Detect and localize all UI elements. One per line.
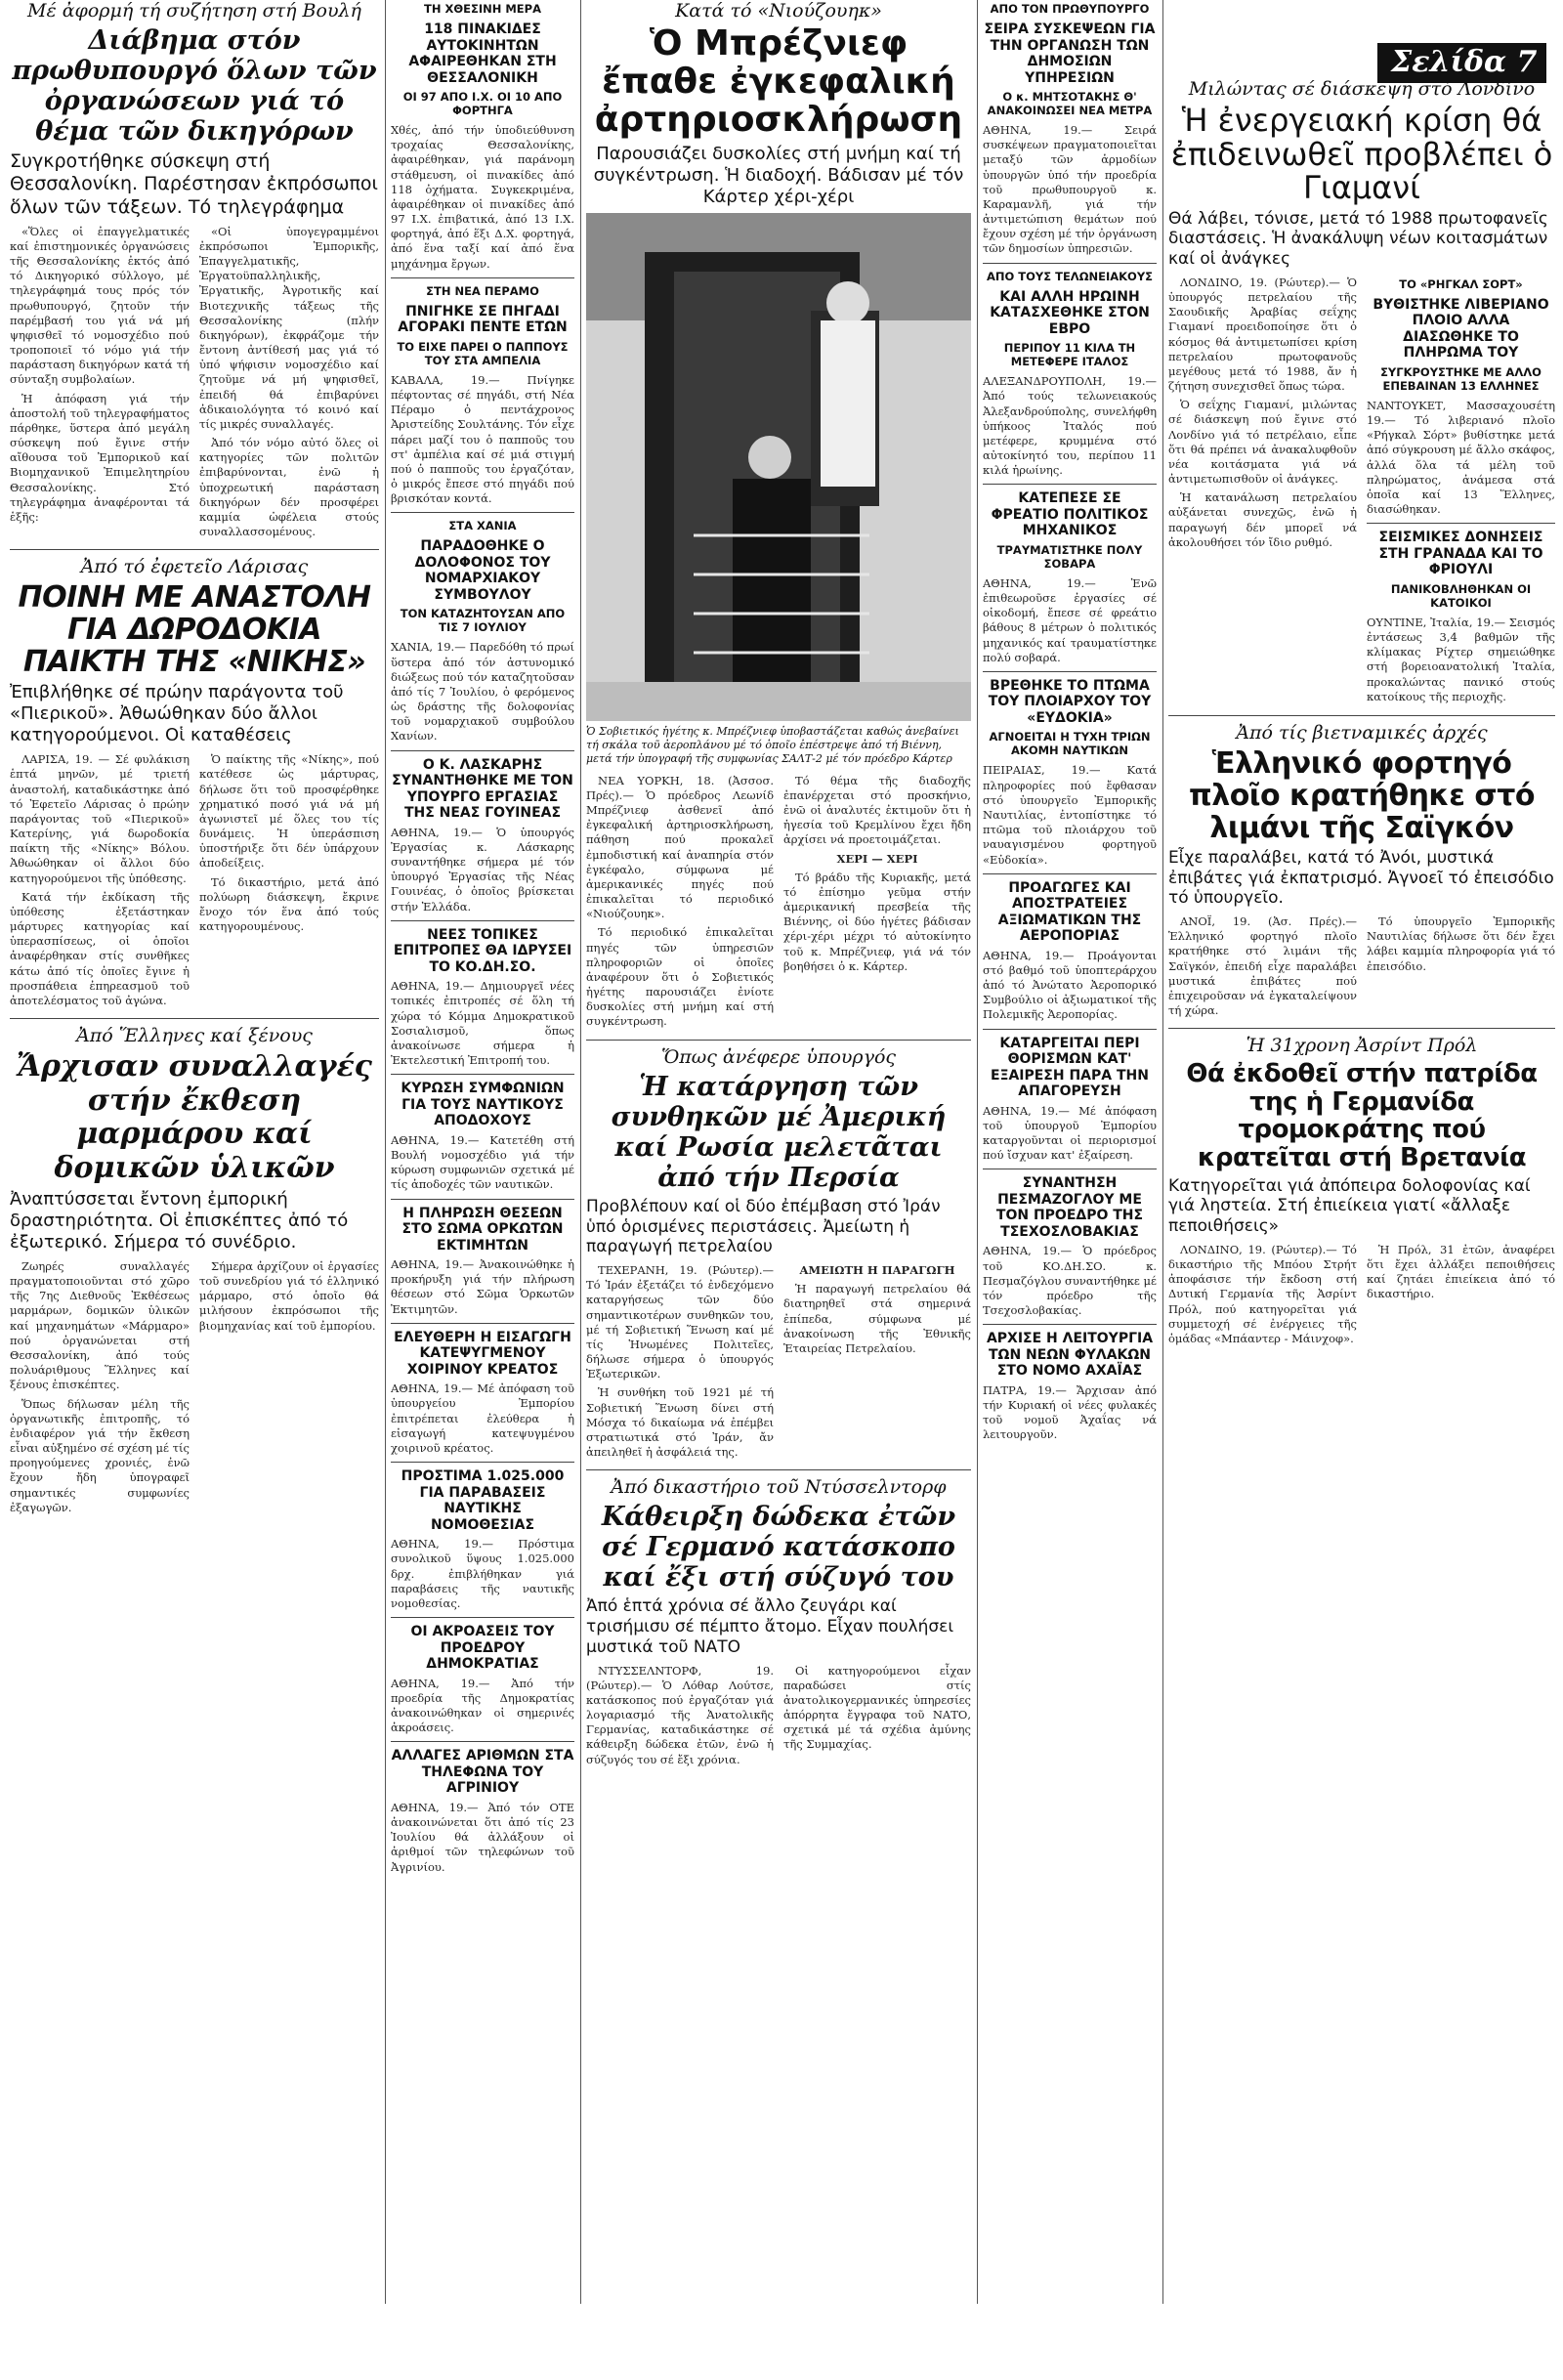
brief-body: ΑΘΗΝΑ, 19.— Μέ ἀπόφαση τοῦ ὑπουργείου Ἐμπορίου ἐπιτρέπεται ἐλεύθερα ἡ εἰσαγωγή κατεψυγμένου χοιρινοῦ κρέατος. (391, 1381, 574, 1455)
brief-body: ΝΑΝΤΟΥΚΕΤ, Μασσαχουσέτη 19.— Τό λιβεριανό πλοῖο «Ρήγκαλ Σόρτ» βυθίστηκε μετά ἀπό σύγκρουση μέ ἄλλο σκάφος, ἀλλά ὅλα τά μέλη τοῦ πληρώματος, ἀνάμεσα στά ὁποῖα καί 13 Ἕλληνες, διασώθηκαν. (1367, 398, 1555, 517)
brief-headline: ΒΥΘΙΣΤΗΚΕ ΛΙΒΕΡΙΑΝΟ ΠΛΟΙΟ ΑΛΛΑ ΔΙΑΣΩΘΗΚΕ ΤΟ ΠΛΗΡΩΜΑ ΤΟΥ (1373, 296, 1549, 361)
news-photo (586, 213, 971, 721)
divider (1367, 523, 1555, 524)
brief-kicker: ΑΠΟ ΤΟΝ ΠΡΩΘΥΠΟΥΡΓΟ (990, 2, 1150, 16)
paragraph: Κατά τήν ἐκδίκαση τῆς ὑπόθεσης ἐξετάστηκαν μάρτυρες κατηγορίας καί ὑπερασπίσεως, οἱ ὁποῖοι ἀναφέρθηκαν στίς συνθῆκες κάτω ἀπό τίς ὁποῖες ἔγινε ἡ προσπάθεια ἐπηρεασμοῦ τοῦ ἀποτελέσματος τοῦ ἀγώνα. (10, 889, 190, 1007)
paragraph: Τό περιοδικό ἐπικαλεῖται πηγές τῶν ὑπηρεσιῶν πληροφοριῶν οἱ ὁποῖες ἀναφέρουν ὅτι ὁ Σοβιετικός ἡγέτης παρουσιάζει ἐνίοτε δυσκολίες στή μνήμη καί στή συγκέντρωση. (586, 925, 774, 1029)
article-body (1168, 914, 1555, 1022)
brief-headline: ΕΛΕΥΘΕΡΗ Η ΕΙΣΑΓΩΓΗ ΚΑΤΕΨΥΓΜΕΝΟΥ ΧΟΙΡΙΝΟΥ ΚΡΕΑΤΟΣ (394, 1329, 571, 1378)
headline: Ἑλληνικό φορτηγό πλοῖο κρατήθηκε στό λιμάνι τῆς Σαϊγκόν (1188, 745, 1535, 845)
brief-body: ΑΘΗΝΑ, 19.— Ἀπό τόν ΟΤΕ ἀνακοινώνεται ὅτι ἀπό τίς 23 Ἰουλίου θά ἀλλάξουν οἱ ἀριθμοί τῶν τηλεφώνων τοῦ Ἀγρινίου. (391, 1800, 574, 1874)
brief-headline: ΣΥΝΑΝΤΗΣΗ ΠΕΣΜΑΖΟΓΛΟΥ ΜΕ ΤΟΝ ΠΡΟΕΔΡΟ ΤΗΣ ΤΣΕΧΟΣΛΟΒΑΚΙΑΣ (995, 1175, 1144, 1240)
brief-subhead: Ο κ. ΜΗΤΣΟΤΑΚΗΣ Θ' ΑΝΑΚΟΙΝΩΣΕΙ ΝΕΑ ΜΕΤΡΑ (987, 90, 1153, 118)
brief-headline: ΠΝΙΓΗΚΕ ΣΕ ΠΗΓΑΔΙ ΑΓΟΡΑΚΙ ΠΕΝΤΕ ΕΤΩΝ (398, 303, 568, 336)
paragraph: Οἱ κατηγορούμενοι εἶχαν παραδώσει στίς ἀνατολικογερμανικές ὑπηρεσίες ἀπόρρητα ἔγγραφα τοῦ ΝΑΤΟ, σχετικά μέ τά σχέδια ἀμύνης τῆς Συμμαχίας. (783, 1663, 971, 1752)
divider (391, 1462, 574, 1463)
brief-body: ΑΛΕΞΑΝΔΡΟΥΠΟΛΗ, 19.— Ἀπό τούς τελωνειακούς Ἀλεξανδρούπολης, συνελήφθη ὑπήκοος Ἰταλός πού μετέφερε, κρυμμένα στό αὐτοκίνητό του, περίπου 11 κιλά ἡρωίνης. (983, 374, 1157, 478)
brief-body: ΧΑΝΙΑ, 19.— Παρεδόθη τό πρωί ὕστερα ἀπό τόν ἀστυνομικό διώξεως πού τόν καταζητοῦσαν ἀπό τίς 7 Ἰουλίου, ὁ φερόμενος ὡς δράστης τῆς δολοφονίας τοῦ νομαρχιακοῦ συμβούλου Χανίων. (391, 640, 574, 744)
brief-body: ΠΑΤΡΑ, 19.— Ἄρχισαν ἀπό τήν Κυριακή οἱ νέες φυλακές τοῦ νομοῦ Ἀχαΐας νά λειτουργοῦν. (983, 1382, 1157, 1442)
brief-kicker: ΣΤΗ ΝΕΑ ΠΕΡΑΜΟ (426, 283, 539, 298)
brief-body: ΟΥΝΤΙΝΕ, Ἰταλία, 19.— Σεισμός ἐντάσεως 3,4 βαθμῶν τῆς κλίμακας Ρίχτερ σημειώθηκε στή βορειοανατολική Ἰταλία, προκαλώντας πανικό στούς κατοίκους τῆς περιοχῆς. (1367, 615, 1555, 703)
headline: Ὁ Μπρέζνιεφ ἔπαθε ἐγκεφαλική ἀρτηριοσκλήρωση (594, 23, 963, 140)
brief-kicker: ΤΟ «ΡΗΓΚΑΛ ΣΟΡΤ» (1399, 276, 1523, 291)
paragraph: ΑΝΟΪ, 19. (Ἀσ. Πρές).— Ἑλληνικό φορτηγό πλοῖο κρατήθηκε στό λιμάνι τῆς Σαϊγκόν, ἐπειδή εἶχε παραλάβει μυστικά ἐπιβάτες πού ἐπιχειροῦσαν νά ἐγκαταλείψουν τή χώρα. (1168, 914, 1357, 1018)
paragraph: Ζωηρές συναλλαγές πραγματοποιοῦνται στό χῶρο τῆς 7ης Διεθνοῦς Ἐκθέσεως μαρμάρων, δομικῶν ὑλικῶν καί μηχανημάτων «Μάρμαρο» πού ὀργανώνεται στή Θεσσαλονίκη, ἀπό τούς πολυάριθμους Ἕλληνες καί ξένους ἐπισκέπτες. (10, 1258, 190, 1392)
paragraph: «Ὅλες οἱ ἐπαγγελματικές καί ἐπιστημονικές ὀργανώσεις τῆς Θεσσαλονίκης ἐκτός ἀπό τό Δικηγορικό σύλλογο, μέ τηλεγράφημά τους πρός τόν πρωθυπουργό, ζητοῦν τήν παρέμβασή του γιά νά μή ψηφισθεῖ τό νομοσχέδιο πού τροποποιεῖ τό νόμο γιά τήν παράσταση δικηγόρων κατά τή σύνταξη συμβολαίων. (10, 224, 190, 387)
headline: Διάβημα στόν πρωθυπουργό ὅλων τῶν ὀργανώσεων γιά τό θέμα τῶν δικηγόρων (12, 25, 377, 148)
column-center (586, 0, 971, 2304)
paragraph: Τό βράδυ τῆς Κυριακῆς, μετά τό ἐπίσημο γεῦμα στήν ἀμερικανική πρεσβεία τῆς Βιέννης, οἱ δύο ἡγέτες βάδισαν χέρι-χέρι μέχρι τό αὐτοκίνητο τοῦ κ. Μπρέζνιεφ, γιά νά τόν βοηθήσει ὁ κ. Κάρτερ. (783, 870, 971, 973)
deck: Ἀπό ἑπτά χρόνια σέ ἄλλο ζευγάρι καί τρισήμισυ σέ πέμπτο ἄτομο. Εἶχαν πουλήσει μυστικά τοῦ ΝΑΤΟ (586, 1596, 954, 1657)
deck: Ἀναπτύσσεται ἔντονη ἐμπορική δραστηριότητα. Οἱ ἐπισκέπτες ἀπό τό ἐξωτερικό. Σήμερα τό συνέδριο. (10, 1189, 349, 1253)
headline: Ἄρχισαν συναλλαγές στήν ἔκθεση μαρμάρου καί δομικῶν ὑλικῶν (17, 1049, 372, 1185)
brief-kicker: ΤΗ ΧΘΕΣΙΝΗ ΜΕΡΑ (424, 2, 541, 16)
deck: Ἐπιβλήθηκε σέ πρώην παράγοντα τοῦ «Πιερικοῦ». Ἀθωώθηκαν δύο ἄλλοι κατηγορούμενοι. Οἱ καταθέσεις (10, 682, 344, 746)
paragraph: Τό θέμα τῆς διαδοχῆς ἐπανέρχεται στό προσκήνιο, ἐνῶ οἱ ἀναλυτές ἐκτιμοῦν ὅτι ἡ ἡγεσία τοῦ Κρεμλίνου ἔχει ἤδη ἀρχίσει νά προετοιμάζεται. (783, 773, 971, 847)
paragraph: Τό ὑπουργεῖο Ἐμπορικῆς Ναυτιλίας δήλωσε ὅτι δέν ἔχει λάβει καμμία πληροφορία γιά τό ἐπεισόδιο. (1367, 914, 1555, 973)
brief-body: ΑΘΗΝΑ, 19.— Προάγονται στό βαθμό τοῦ ὑποπτεράρχου ἀπό τό Ἀνώτατο Ἀεροπορικό Συμβούλιο οἱ ἀξιωματικοί τῆς Πολεμικῆς Ἀεροπορίας. (983, 948, 1157, 1022)
brief-subhead: ΣΥΓΚΡΟΥΣΤΗΚΕ ΜΕ ΑΛΛΟ ΕΠΕΒΑΙΝΑΝ 13 ΕΛΛΗΝΕΣ (1380, 364, 1542, 393)
brief-body: ΑΘΗΝΑ, 19.— Πρόστιμα συνολικοῦ ὕψους 1.025.000 δρχ. ἐπιβλήθηκαν γιά παραβάσεις τῆς ναυτικῆς νομοθεσίας. (391, 1537, 574, 1610)
divider (391, 277, 574, 278)
paragraph: Ἡ ἀπόφαση γιά τήν ἀποστολή τοῦ τηλεγραφήματος πάρθηκε, ὕστερα ἀπό μεγάλη σύσκεψη πού ἔγινε στήν αἴθουσα τοῦ Ἐμπορικοῦ καί Βιομηχανικοῦ Ἐπιμελητηρίου Θεσσαλονίκης. Στό τηλεγράφημα ἀναφέρονται τά ἑξῆς: (10, 391, 190, 524)
brief-body: Χθές, ἀπό τήν ὑποδιεύθυνση τροχαίας Θεσσαλονίκης, ἀφαιρέθηκαν, γιά παράνομη στάθμευση, οἱ πινακίδες ἀπό 118 ὀχήματα. Συγκεκριμένα, ἀφαιρέθηκαν οἱ πινακίδες ἀπό 97 Ι.Χ. ἐπιβατικά, ἀπό 13 Ι.Χ. φορτηγά, ἀπό ἕξι Δ.Χ. φορτηγά, ἀπό ἕνα ταξί καί ἀπό ἕνα μηχάνημα ἔργων. (391, 123, 574, 271)
divider (10, 1018, 379, 1019)
brief-headline: ΠΡΟΣΤΙΜΑ 1.025.000 ΓΙΑ ΠΑΡΑΒΑΣΕΙΣ ΝΑΥΤΙΚΗΣ ΝΟΜΟΘΕΣΙΑΣ (401, 1468, 565, 1533)
deck: Προβλέπουν καί οἱ δύο ἐπέμβαση στό Ἰράν ὑπό ὁρισμένες περιστάσεις. Ἀμείωτη ἡ παραγωγή πετρελαίου (586, 1196, 941, 1257)
brief-headline: ΑΛΛΑΓΕΣ ΑΡΙΘΜΩΝ ΣΤΑ ΤΗΛΕΦΩΝΑ ΤΟΥ ΑΓΡΙΝΙΟΥ (391, 1748, 574, 1797)
paragraph: Ἡ Πρόλ, 31 ἐτῶν, ἀναφέρει ὅτι ἔχει ἀλλάξει πεποιθήσεις καί ζητάει ἐπιείκεια ἀπό τό δικαστήριο. (1367, 1242, 1555, 1301)
article-columns (1168, 276, 1555, 709)
divider (391, 1323, 574, 1324)
divider (391, 1074, 574, 1075)
brief-headline: Η ΠΛΗΡΩΣΗ ΘΕΣΕΩΝ ΣΤΟ ΣΩΜΑ ΟΡΚΩΤΩΝ ΕΚΤΙΜΗΤΩΝ (401, 1205, 564, 1254)
paragraph: Ἡ κατανάλωση πετρελαίου αὐξάνεται συνεχῶς, ἐνῶ ἡ παραγωγή δέν μπορεῖ νά ἀκολουθήσει τόν ἴδιο ρυθμό. (1168, 490, 1357, 549)
headline: ΠΟΙΝΗ ΜΕ ΑΝΑΣΤΟΛΗ ΓΙΑ ΔΩΡΟΔΟΚΙΑ ΠΑΙΚΤΗ ΤΗΣ «ΝΙΚΗΣ» (18, 580, 371, 680)
paragraph: ΤΕΧΕΡΑΝΗ, 19. (Ρώυτερ).— Τό Ἰράν ἐξετάζει τό ἐνδεχόμενο καταργήσεως τῶν δύο σημαντικοτέρων συνθηκῶν του, μέ τή Σοβιετική Ἕνωση καί μέ τίς Ἡνωμένες Πολιτεῖες, δήλωσε σήμερα ὁ ὑπουργός Ἐξωτερικῶν. (586, 1263, 774, 1381)
paragraph: ΝΤΥΣΣΕΛΝΤΟΡΦ, 19. (Ρώυτερ).— Ὁ Λόθαρ Λούτσε, κατάσκοπος πού ἐργαζόταν γιά λογαριασμό τῆς Ἀνατολικῆς Γερμανίας, καταδικάστηκε σέ κάθειρξη δώδεκα ἐτῶν, ἐνῶ ἡ σύζυγός του σέ ἔξι χρόνια. (586, 1663, 774, 1766)
deck: Παρουσιάζει δυσκολίες στή μνήμη καί τή συγκέντρωση. Ἡ διαδοχή. Βάδισαν μέ τόν Κάρτερ χέρι-χέρι (593, 143, 964, 207)
photo-caption: Ὁ Σοβιετικός ἡγέτης κ. Μπρέζνιεφ ὑποβαστάζεται καθώς ἀνεβαίνει τή σκάλα τοῦ ἀεροπλάνου μέ τό ὁποῖο ἐπέστρεψε ἀπό τή Βιέννη, μετά τήν ὑπογραφή τῆς συμφωνίας ΣΑΛΤ-2 μέ τόν πρόεδρο Κάρτερ (586, 725, 959, 765)
paragraph: ΛΑΡΙΣΑ, 19. — Σέ φυλάκιση ἑπτά μηνῶν, μέ τριετή ἀναστολή, καταδικάστηκε ἀπό τό Ἐφετεῖο Λάρισας ὁ πρώην παράγοντας τοῦ «Πιερικοῦ» Κατερίνης, γιά δωροδοκία παίκτη τῆς «Νίκης» Βόλου. Ἀθωώθηκαν οἱ ἄλλοι δύο κατηγορούμενοι τῆς ὑπόθεσης. (10, 752, 190, 885)
brief-headline: ΒΡΕΘΗΚΕ ΤΟ ΠΤΩΜΑ ΤΟΥ ΠΛΟΙΑΡΧΟΥ ΤΟΥ «ΕΥΔΟΚΙΑ» (988, 677, 1152, 726)
brief-body: ΑΘΗΝΑ, 19.— Κατετέθη στή Βουλή νομοσχέδιο γιά τήν κύρωση συμφωνιῶν σχετικά μέ τίς ἀποδοχές τῶν ναυτικῶν. (391, 1132, 574, 1192)
kicker: Κατά τό «Νιούζουηκ» (675, 0, 882, 21)
column-right (1168, 0, 1555, 2380)
paragraph: Ἡ παραγωγή πετρελαίου θά διατηρηθεῖ στά σημερινά ἐπίπεδα, σύμφωνα μέ ἀνακοίνωση τῆς Ἐθνικῆς Ἑταιρείας Πετρελαίου. (783, 1282, 971, 1355)
column-rule (385, 0, 386, 2304)
kicker: Ἀπό δικαστήριο τοῦ Ντύσσελντορφ (611, 1476, 947, 1499)
brief-body: ΠΕΙΡΑΙΑΣ, 19.— Κατά πληροφορίες πού ἔφθασαν στό ὑπουργεῖο Ἐμπορικῆς Ναυτιλίας, ἐντοπίστηκε τό πτῶμα τοῦ πλοιάρχου τοῦ ναυαγισμένου φορτηγοῦ «Εὐδοκία». (983, 763, 1157, 867)
article-body (10, 1259, 379, 1519)
column-briefs-left (391, 0, 574, 2304)
brief-body: ΑΘΗΝΑ, 19.— Μέ ἀπόφαση τοῦ ὑπουργοῦ Ἐμπορίου καταργοῦνται οἱ περιορισμοί πού ἴσχυαν κατ' ἐξαίρεση. (983, 1103, 1157, 1163)
divider (391, 750, 574, 751)
divider (10, 549, 379, 550)
divider (586, 1040, 971, 1041)
paragraph: Ἡ συνθήκη τοῦ 1921 μέ τή Σοβιετική Ἕνωση δίνει στή Μόσχα τό δικαίωμα νά ἐπέμβει στρατιωτικά στό Ἰράν, ἄν ἀπειληθεῖ ἡ ἀσφάλειά της. (586, 1385, 774, 1460)
divider (391, 1617, 574, 1618)
sidebar-briefs (1367, 276, 1555, 709)
brief-body: ΑΘΗΝΑ, 19.— Δημιουργεῖ νέες τοπικές ἐπιτροπές σέ ὅλη τή χώρα τό Κόμμα Δημοκρατικοῦ Σοσιαλισμοῦ, ὅπως ἀνακοίνωσε σήμερα ἡ Ἐκτελεστική Ἐπιτροπή του. (391, 979, 574, 1068)
divider (391, 1741, 574, 1742)
paragraph: Σήμερα ἀρχίζουν οἱ ἐργασίες τοῦ συνεδρίου γιά τό ἑλληνικό μάρμαρο, στό ὁποῖο θά μιλήσουν ἐκπρόσωποι τῆς βιομηχανίας καί τοῦ ἐμπορίου. (199, 1258, 379, 1333)
brief-subhead: ΤΟΝ ΚΑΤΑΖΗΤΟΥΣΑΝ ΑΠΟ ΤΙΣ 7 ΙΟΥΛΙΟΥ (400, 607, 566, 635)
paragraph: Ἀπό τόν νόμο αὐτό ὅλες οἱ κατηγορίες τῶν πολιτῶν ἐπιβαρύνονται, ἐνῶ ἡ ὑποχρεωτική παράσταση δικηγόρων δέν προσφέρει καμμία ὠφέλεια στούς συναλλασσομένους. (199, 436, 379, 539)
subhead: ΑΜΕΙΩΤΗ Η ΠΑΡΑΓΩΓΗ (799, 1263, 955, 1278)
brief-body: ΑΘΗΝΑ, 19.— Ἀπό τήν προεδρία τῆς Δημοκρατίας ἀνακοινώθηκαν οἱ σημερινές ἀκροάσεις. (391, 1676, 574, 1735)
paragraph: ΛΟΝΔΙΝΟ, 19. (Ρώυτερ).— Τό δικαστήριο τῆς Μπόου Στρήτ ἀποφάσισε τήν ἔκδοση στή Δυτική Γερμανία τῆς Ἀσρίντ Πρόλ, πού κατηγορεῖται γιά συμμετοχή σέ ἐνέργειες τῆς ὁμάδας «Μπάαντερ - Μάινχοφ». (1168, 1242, 1357, 1345)
brief-subhead: ΑΓΝΟΕΙΤΑΙ Η ΤΥΧΗ ΤΡΙΩΝ ΑΚΟΜΗ ΝΑΥΤΙΚΩΝ (989, 730, 1151, 758)
deck: Κατηγορεῖται γιά ἀπόπειρα δολοφονίας καί γιά ληστεία. Στή ἐπιείκεια γιατί «ἄλλαξε πεποιθήσεις» (1168, 1175, 1531, 1237)
article-body (10, 752, 379, 1012)
divider (983, 1324, 1157, 1325)
brief-body: ΑΘΗΝΑ, 19.— Ἐνῶ ἐπιθεωροῦσε ἐργασίες σέ οἰκοδομή, ἔπεσε σέ φρεάτιο βάθους 8 μέτρων ὁ πολιτικός μηχανικός καί τραυματίστηκε πολύ σοβαρά. (983, 575, 1157, 664)
kicker: Ἀπό τίς βιετναμικές ἀρχές (1236, 721, 1488, 744)
kicker: Ἡ 31χρονη Ἀσρίντ Πρόλ (1246, 1035, 1478, 1057)
brief-headline: Ο Κ. ΛΑΣΚΑΡΗΣ ΣΥΝΑΝΤΗΘΗΚΕ ΜΕ ΤΟΝ ΥΠΟΥΡΓΟ ΕΡΓΑΣΙΑΣ ΤΗΣ ΝΕΑΣ ΓΟΥΙΝΕΑΣ (392, 756, 573, 822)
column-rule (977, 0, 978, 2304)
brief-headline: ΚΑΤΕΠΕΣΕ ΣΕ ΦΡΕΑΤΙΟ ΠΟΛΙΤΙΚΟΣ ΜΗΧΑΝΙΚΟΣ (991, 490, 1149, 539)
paragraph: ΝΕΑ ΥΟΡΚΗ, 18. (Ἀσσοσ. Πρές).— Ὁ πρόεδρος Λεωνίδ Μπρέζνιεφ ἀσθενεῖ ἀπό ἐγκεφαλική ἀρτηριοσκλήρωση, πάθηση πού προκαλεῖ ἐμποδιστική καί ἀναπηρία στόν ἐγκέφαλο, σύμφωνα μέ ἀμερικανικές πηγές πού ἐπικαλεῖται τό περιοδικό «Νιούζουηκ». (586, 773, 774, 921)
brief-headline: ΟΙ ΑΚΡΟΑΣΕΙΣ ΤΟΥ ΠΡΟΕΔΡΟΥ ΔΗΜΟΚΡΑΤΙΑΣ (410, 1624, 555, 1673)
headline: Ἡ ἐνεργειακή κρίση θά ἐπιδεινωθεῖ προβλέπει ὁ Γιαμανί (1170, 102, 1553, 207)
brief-headline: 118 ΠΙΝΑΚΙΔΕΣ ΑΥΤΟΚΙΝΗΤΩΝ ΑΦΑΙΡΕΘΗΚΑΝ ΣΤΗ ΘΕΣΣΑΛΟΝΙΚΗ (408, 21, 557, 86)
brief-body: ΑΘΗΝΑ, 19.— Ὁ ὑπουργός Ἐργασίας κ. Λάσκαρης συναντήθηκε σήμερα μέ τόν ὑπουργό Ἐργασίας τῆς Νέας Γουινέας, ὁ ὁποῖος βρίσκεται στήν Ἑλλάδα. (391, 825, 574, 914)
article-body (1168, 276, 1357, 704)
column-rule (1162, 0, 1163, 2304)
column-briefs-right (983, 0, 1157, 2304)
kicker: Ἀπό Ἕλληνες καί ξένους (76, 1025, 313, 1047)
brief-headline: ΣΕΙΣΜΙΚΕΣ ΔΟΝΗΣΕΙΣ ΣΤΗ ΓΡΑΝΑΔΑ ΚΑΙ ΤΟ ΦΡΙΟΥΛΙ (1378, 530, 1543, 578)
paragraph: Ὁ παίκτης τῆς «Νίκης», πού κατέθεσε ὡς μάρτυρας, δήλωσε ὅτι τοῦ προσφέρθηκε χρηματικό ποσό γιά νά μή ἀγωνιστεῖ μέ ὅλες του τίς δυνάμεις. Ἡ ὑπεράσπιση ὑποστήριξε ὅτι δέν ὑπάρχουν ἀποδείξεις. (199, 752, 379, 871)
brief-headline: ΚΥΡΩΣΗ ΣΥΜΦΩΝΙΩΝ ΓΙΑ ΤΟΥΣ ΝΑΥΤΙΚΟΥΣ ΑΠΟΔΟΧΟΥΣ (401, 1081, 565, 1129)
brief-body: ΑΘΗΝΑ, 19.— Ἀνακοινώθηκε ἡ προκήρυξη γιά τήν πλήρωση θέσεων στό Σῶμα Ὁρκωτῶν Ἐκτιμητῶν. (391, 1257, 574, 1316)
divider (983, 873, 1157, 874)
brief-headline: ΠΑΡΑΔΟΘΗΚΕ Ο ΔΟΛΟΦΟΝΟΣ ΤΟΥ ΝΟΜΑΡΧΙΑΚΟΥ ΣΥΜΒΟΥΛΟΥ (414, 538, 551, 603)
brief-headline: ΠΡΟΑΓΩΓΕΣ ΚΑΙ ΑΠΟΣΤΡΑΤΕΙΕΣ ΑΞΙΩΜΑΤΙΚΩΝ ΤΗΣ ΑΕΡΟΠΟΡΙΑΣ (997, 879, 1142, 945)
divider (1168, 715, 1555, 716)
kicker: Ἀπό τό ἐφετεῖο Λάρισας (80, 556, 309, 578)
paragraph: «Οἱ ὑπογεγραμμένοι ἐκπρόσωποι Ἐμπορικῆς, Ἐπαγγελματικῆς, Ἐργατοϋπαλληλικῆς, Ἐργατικῆς, Ἀγροτικῆς καί Βιοτεχνικῆς τάξεως τῆς Θεσσαλονίκης (πλήν δικηγόρων), ἐκφράζομε τήν ἔντονη ἀντίθεσή μας γιά τό ὑπό ψήφισιν νομοσχέδιο καί ζητοῦμε νά μή ψηφισθεῖ, ἐπειδή θά ἐπιβαρύνει ἀδικαιολόγητα τό κοινό καί τίς μικρές συναλλαγές. (199, 224, 379, 431)
divider (391, 512, 574, 513)
divider (983, 671, 1157, 672)
kicker: Μέ ἀφορμή τή συζήτηση στή Βουλή (27, 0, 361, 21)
brief-subhead: ΟΙ 97 ΑΠΟ Ι.Χ. ΟΙ 10 ΑΠΟ ΦΟΡΤΗΓΑ (402, 90, 563, 118)
deck: Εἶχε παραλάβει, κατά τό Ἀνόι, μυστικά ἐπιβάτες γιά ἐκπατρισμό. Ἀγνοεῖ τό ἐπεισόδιο τό ὑπουργεῖο. (1168, 847, 1554, 909)
brief-subhead: ΤΡΑΥΜΑΤΙΣΤΗΚΕ ΠΟΛΥ ΣΟΒΑΡΑ (996, 542, 1143, 571)
article-body (586, 1664, 971, 1771)
brief-subhead: ΠΕΡΙΠΟΥ 11 ΚΙΛΑ ΤΗ ΜΕΤΕΦΕΡΕ ΙΤΑΛΟΣ (1003, 341, 1136, 369)
subhead: ΧΕΡΙ — ΧΕΡΙ (836, 851, 918, 866)
article-body (586, 774, 971, 1034)
brief-kicker: ΣΤΑ ΧΑΝΙΑ (448, 519, 517, 533)
headline: Κάθειρξη δώδεκα ἐτῶν σέ Γερμανό κατάσκοπο καί ἔξι στή σύζυγό του (601, 1502, 956, 1594)
article-body (586, 1263, 971, 1464)
divider (1168, 1028, 1555, 1029)
brief-kicker: ΑΠΟ ΤΟΥΣ ΤΕΛΩΝΕΙΑΚΟΥΣ (986, 269, 1154, 283)
divider (983, 484, 1157, 485)
headline: Ἡ κατάργηση τῶν συνθηκῶν μέ Ἀμερική καί Ρωσία μελετᾶται ἀπό τήν Περσία (611, 1071, 947, 1193)
brief-headline: ΣΕΙΡΑ ΣΥΣΚΕΨΕΩΝ ΓΙΑ ΤΗΝ ΟΡΓΑΝΩΣΗ ΤΩΝ ΔΗΜΟΣΙΩΝ ΥΠΗΡΕΣΙΩΝ (984, 21, 1156, 86)
headline: Θά ἐκδοθεῖ στήν πατρίδα της ἡ Γερμανίδα τρομοκράτης πού κρατεῖται στή Βρετανία (1186, 1059, 1538, 1173)
article-body (1168, 1243, 1555, 1350)
brief-body: ΑΘΗΝΑ, 19.— Ὁ πρόεδρος τοῦ ΚΟ.ΔΗ.ΣΟ. κ. Πεσμαζόγλου συναντήθηκε μέ τόν πρόεδρο τῆς Τσεχοσλοβακίας. (983, 1244, 1157, 1318)
brief-subhead: ΠΑΝΙΚΟΒΛΗΘΗΚΑΝ ΟΙ ΚΑΤΟΙΚΟΙ (1390, 581, 1532, 610)
deck: Συγκροτήθηκε σύσκεψη στή Θεσσαλονίκη. Παρέστησαν ἐκπρόσωποι ὅλων τῶν τάξεων. Τό τηλεγράφημα (10, 150, 378, 218)
brief-headline: ΝΕΕΣ ΤΟΠΙΚΕΣ ΕΠΙΤΡΟΠΕΣ ΘΑ ΙΔΡΥΣΕΙ ΤΟ ΚΟ.ΔΗ.ΣΟ. (393, 926, 572, 975)
divider (983, 263, 1157, 264)
column-rule (580, 0, 581, 2304)
paragraph: Τό δικαστήριο, μετά ἀπό πολύωρη διάσκεψη, ἔκρινε ἔνοχο τόν ἕνα ἀπό τούς κατηγορουμένους. (199, 874, 379, 934)
kicker: Μιλώντας σέ διάσκεψη στό Λονδίνο (1188, 78, 1536, 100)
photo-illustration (586, 213, 971, 721)
paragraph: ΛΟΝΔΙΝΟ, 19. (Ρώυτερ).— Ὁ ὑπουργός πετρελαίου τῆς Σαουδικῆς Ἀραβίας σεΐχης Γιαμανί προειδοποίησε ὅτι ὁ κόσμος θά ἀντιμετωπίσει κρίση πετρελαίου πρωτοφανοῦς μεγέθους μετά τό 1988, ἄν ἡ ζήτηση συνεχισθεῖ ὅπως τώρα. (1168, 275, 1357, 394)
brief-headline: ΑΡΧΙΣΕ Η ΛΕΙΤΟΥΡΓΙΑ ΤΩΝ ΝΕΩΝ ΦΥΛΑΚΩΝ ΣΤΟ ΝΟΜΟ ΑΧΑΪΑΣ (986, 1331, 1154, 1380)
brief-headline: ΚΑΙ ΑΛΛΗ ΗΡΩΙΝΗ ΚΑΤΑΣΧΕΘΗΚΕ ΣΤΟΝ ΕΒΡΟ (990, 288, 1150, 337)
paragraph: Ὁ σεΐχης Γιαμανί, μιλώντας σέ διάσκεψη πού ἔγινε στό Λονδίνο γιά τό πετρέλαιο, εἶπε ὅτι θά πρέπει νά ἀνακαλυφθοῦν νέα κοιτάσματα γιά νά ἀντιμετωπισθοῦν οἱ ἀνάγκες. (1168, 398, 1357, 487)
paragraph: Ὅπως δήλωσαν μέλη τῆς ὀργανωτικῆς ἐπιτροπῆς, τό ἐνδιαφέρον γιά τήν ἔκθεση εἶναι αὐξημένο σέ σχέση μέ τίς προηγούμενες χρονιές, ἐνῶ ἔχουν ἤδη ὑπογραφεῖ σημαντικές συμφωνίες ἐξαγωγῶν. (10, 1396, 190, 1514)
brief-body: ΑΘΗΝΑ, 19.— Σειρά συσκέψεων πραγματοποιεῖται μεταξύ τῶν ἁρμοδίων ὑπουργῶν ὑπό τήν προεδρία τοῦ πρωθυπουργοῦ κ. Καραμανλῆ, γιά τήν ἀντιμετώπιση θεμάτων πού ἔχουν σχέση μέ τήν ὀργάνωση τῶν δημοσίων ὑπηρεσιῶν. (983, 123, 1157, 256)
article-body (10, 225, 379, 544)
brief-body: ΚΑΒΑΛΑ, 19.— Πνίγηκε πέφτοντας σέ πηγάδι, στή Νέα Πέραμο ὁ πεντάχρονος Ἀριστείδης Σουλτάνης. Τόν εἶχε πάρει μαζί του ὁ παπποῦς του στ' ἀμπέλια καί σέ μιά στιγμή πού ὁ παπποῦς του ἐργαζόταν, ὁ μικρός ἔπεσε στό πηγάδι πού βρισκόταν κοντά. (391, 372, 574, 506)
divider (983, 1029, 1157, 1030)
deck: Θά λάβει, τόνισε, μετά τό 1988 πρωτοφανεῖς διαστάσεις. Ἡ ἀνακάλυψη νέων κοιτασμάτων καί οἱ ἀνάγκες (1168, 208, 1548, 270)
divider (391, 1199, 574, 1200)
brief-headline: ΚΑΤΑΡΓΕΙΤΑΙ ΠΕΡΙ ΘΟΡΙΣΜΩΝ ΚΑΤ' ΕΞΑΙΡΕΣΗ ΠΑΡΑ ΤΗΝ ΑΠΑΓΟΡΕΥΣΗ (991, 1035, 1149, 1100)
divider (391, 920, 574, 921)
kicker: Ὅπως ἀνέφερε ὑπουργός (660, 1045, 897, 1068)
brief-subhead: ΤΟ ΕΙΧΕ ΠΑΡΕΙ Ο ΠΑΠΠΟΥΣ ΤΟΥ ΣΤΑ ΑΜΠΕΛΙΑ (397, 339, 569, 367)
column-left (10, 0, 379, 2304)
page-number: Σελίδα 7 (1391, 45, 1538, 79)
divider (586, 1469, 971, 1470)
